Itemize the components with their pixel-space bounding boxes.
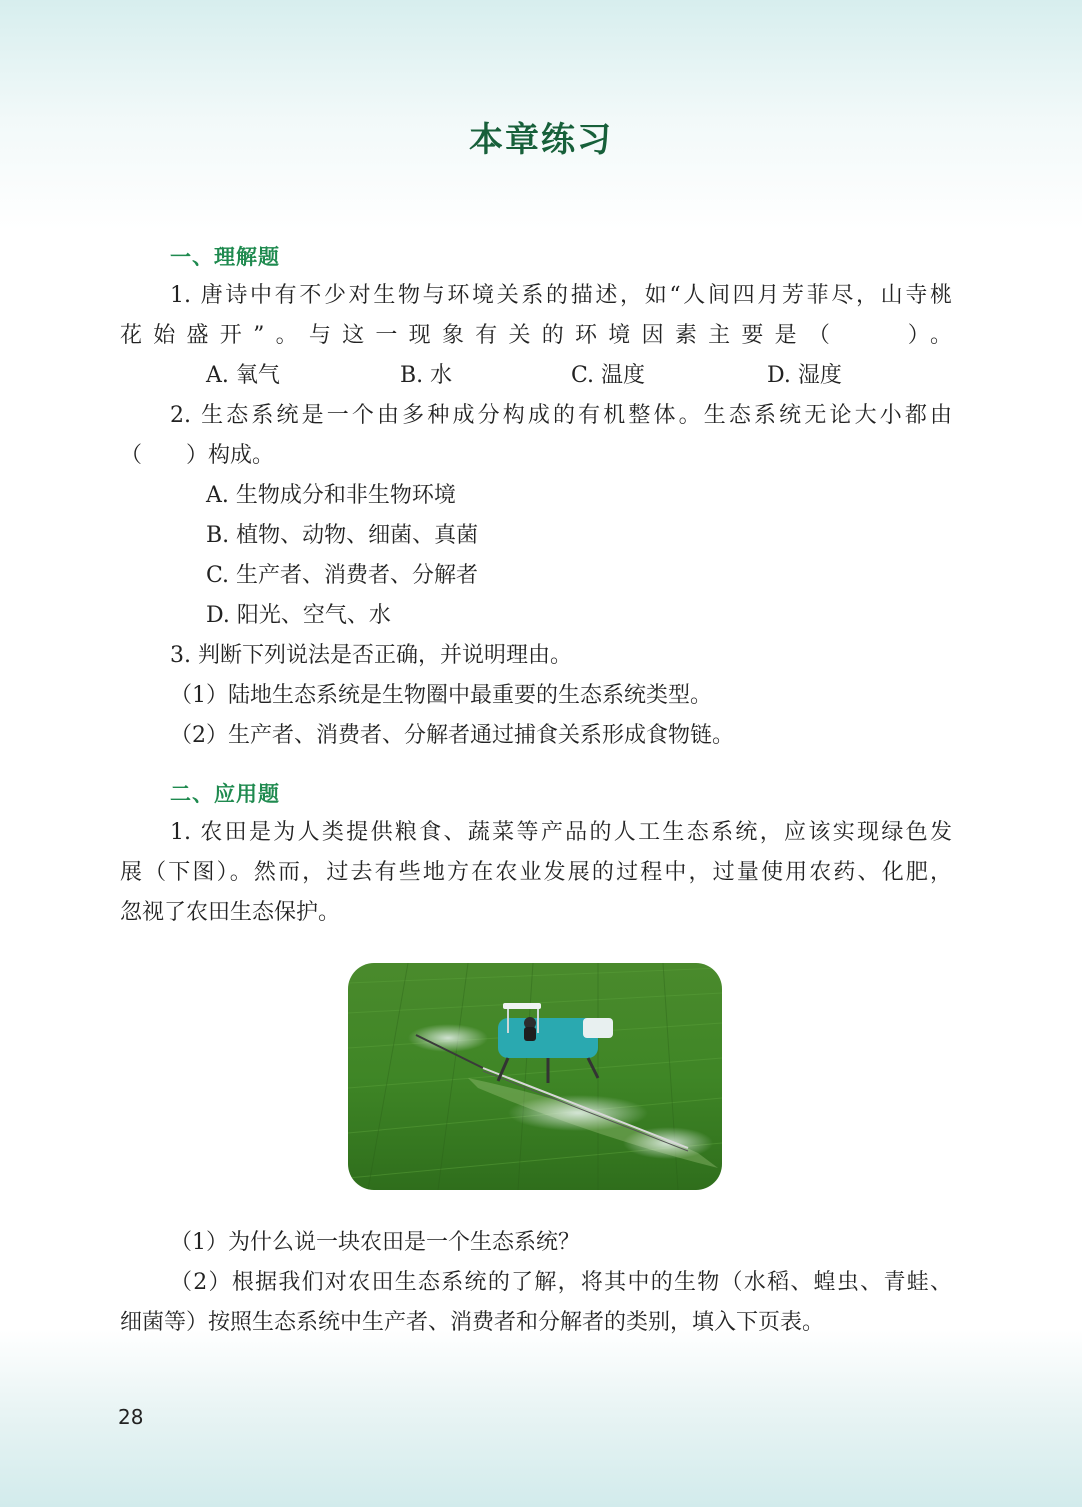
question-3-item-2: （2）生产者、消费者、分解者通过捕食关系形成食物链。 xyxy=(170,723,734,748)
application-question-1-line-2: 展（下图）。然而，过去有些地方在农业发展的过程中，过量使用农药、化肥， xyxy=(120,860,952,885)
application-question-1-line-1: 1. 农田是为人类提供粮食、蔬菜等产品的人工生态系统，应该实现绿色发 xyxy=(170,820,952,845)
section-heading-application: 二、应用题 xyxy=(170,782,280,806)
question-2-option-b: B. 植物、动物、细菌、真菌 xyxy=(206,523,479,548)
question-1-line-2: 花始盛开”。与这一现象有关的环境因素主要是（ ）。 xyxy=(120,323,952,348)
question-3-item-1: （1）陆地生态系统是生物圈中最重要的生态系统类型。 xyxy=(170,683,712,708)
rice-field-sprayer-photo xyxy=(348,963,722,1190)
section-heading-understanding: 一、理解题 xyxy=(170,245,280,269)
application-sub-question-2-line-1: （2）根据我们对农田生态系统的了解，将其中的生物（水稻、蝗虫、青蛙、 xyxy=(170,1270,952,1295)
question-1-option-b: B. 水 xyxy=(400,363,453,388)
question-2-option-c: C. 生产者、消费者、分解者 xyxy=(206,563,479,588)
question-2-option-a: A. 生物成分和非生物环境 xyxy=(206,483,456,508)
field-illustration xyxy=(348,963,722,1190)
question-2-line-2: （ ）构成。 xyxy=(120,443,275,468)
question-1-option-c: C. 温度 xyxy=(571,363,646,388)
application-sub-question-1: （1）为什么说一块农田是一个生态系统？ xyxy=(170,1230,580,1255)
application-question-1-line-3: 忽视了农田生态保护。 xyxy=(120,900,341,925)
question-3-line-1: 3. 判断下列说法是否正确，并说明理由。 xyxy=(170,643,572,668)
question-1-option-a: A. 氧气 xyxy=(206,363,280,388)
page-title: 本章练习 xyxy=(469,120,613,160)
question-2-option-d: D. 阳光、空气、水 xyxy=(206,603,391,628)
question-1-option-d: D. 湿度 xyxy=(767,363,842,388)
application-sub-question-2-line-2: 细菌等）按照生态系统中生产者、消费者和分解者的类别，填入下页表。 xyxy=(120,1310,825,1335)
question-2-line-1: 2. 生态系统是一个由多种成分构成的有机整体。生态系统无论大小都由 xyxy=(170,403,952,428)
page-number: 28 xyxy=(118,1405,144,1429)
question-1-line-1: 1. 唐诗中有不少对生物与环境关系的描述，如“人间四月芳菲尽，山寺桃 xyxy=(170,283,952,308)
